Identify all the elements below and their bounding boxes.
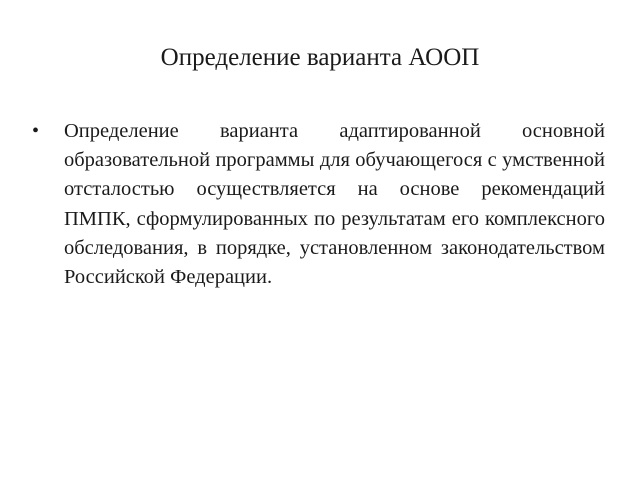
bullet-dot-icon: • — [32, 120, 40, 142]
bullet-text: Определение варианта адаптированной основной образовательной программы для обучающегося с умственной отсталостью осуществляется на основе рекомендаций ПМПК, сформулированных по результатам его комплексного обследования, в порядке, установленном законодательством Российской Федерации. — [64, 120, 605, 289]
bullet-item — [30, 117, 605, 292]
bullet-list — [30, 117, 605, 292]
slide-title: Определение варианта АООП — [160, 44, 480, 71]
